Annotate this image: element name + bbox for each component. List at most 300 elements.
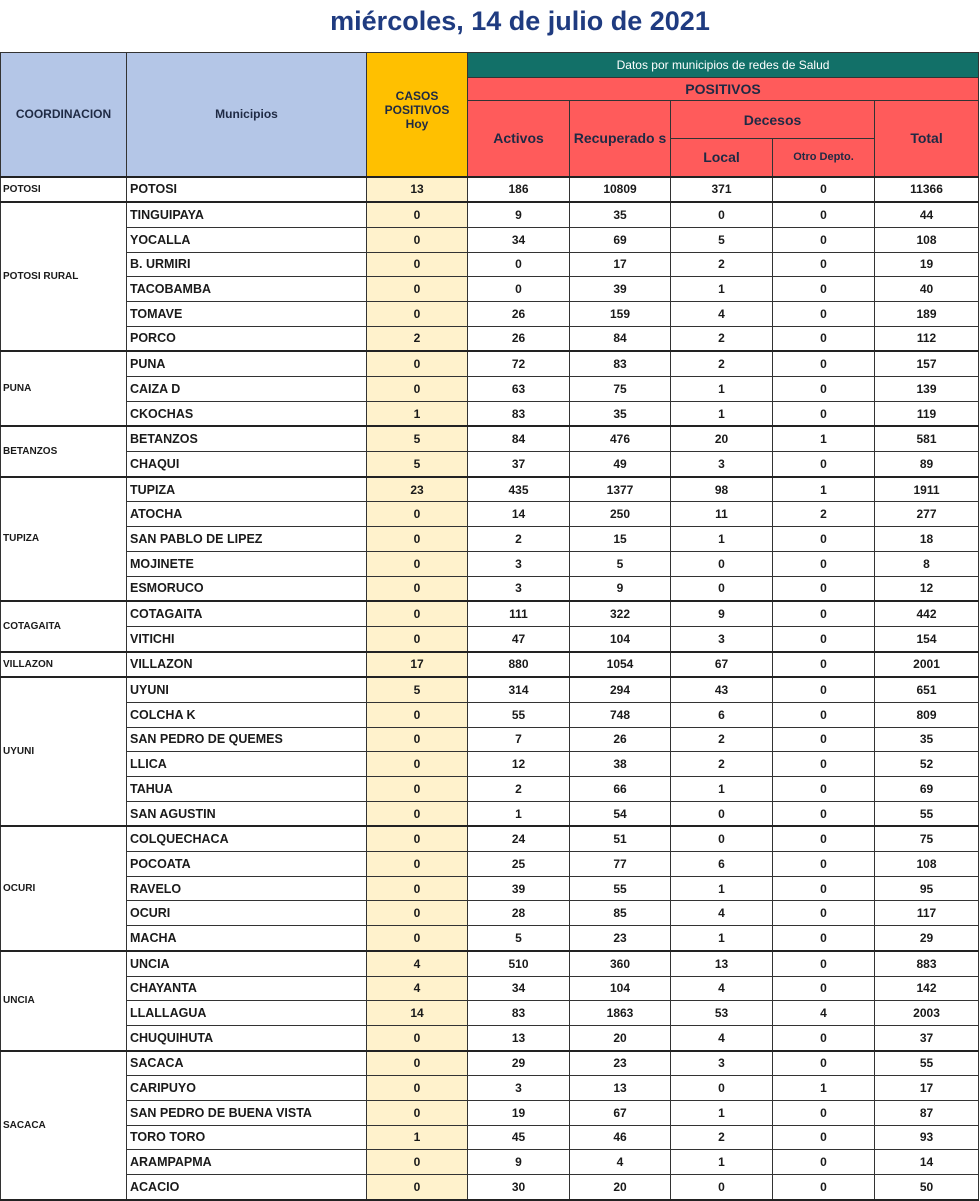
casos-hoy-cell: 23 xyxy=(367,477,468,502)
decesos-otro-cell: 0 xyxy=(773,801,875,826)
table-row xyxy=(1,277,979,302)
header-municipios: Municipios xyxy=(127,53,367,177)
municipio-cell: COLQUECHACA xyxy=(127,826,367,851)
activos-cell: 14 xyxy=(468,502,570,527)
activos-cell: 28 xyxy=(468,901,570,926)
total-cell: 117 xyxy=(875,901,979,926)
decesos-local-cell: 4 xyxy=(671,1025,773,1050)
municipio-cell: TINGUIPAYA xyxy=(127,202,367,227)
decesos-local-cell: 2 xyxy=(671,1125,773,1150)
total-cell: 154 xyxy=(875,626,979,651)
coordinacion-cell: VILLAZON xyxy=(1,652,127,678)
table-body xyxy=(1,177,979,1200)
casos-hoy-cell: 0 xyxy=(367,1150,468,1175)
table-row xyxy=(1,702,979,727)
total-cell: 12 xyxy=(875,576,979,601)
decesos-local-cell: 4 xyxy=(671,976,773,1001)
activos-cell: 26 xyxy=(468,326,570,351)
recuperados-cell: 39 xyxy=(570,277,671,302)
recuperados-cell: 66 xyxy=(570,777,671,802)
decesos-local-cell: 0 xyxy=(671,1076,773,1101)
recuperados-cell: 23 xyxy=(570,1051,671,1076)
municipio-cell: CHUQUIHUTA xyxy=(127,1025,367,1050)
total-cell: 44 xyxy=(875,202,979,227)
decesos-otro-cell: 0 xyxy=(773,527,875,552)
municipio-cell: TUPIZA xyxy=(127,477,367,502)
decesos-local-cell: 1 xyxy=(671,377,773,402)
casos-hoy-cell: 0 xyxy=(367,202,468,227)
activos-cell: 186 xyxy=(468,177,570,203)
municipio-cell: POCOATA xyxy=(127,852,367,877)
recuperados-cell: 85 xyxy=(570,901,671,926)
casos-hoy-cell: 17 xyxy=(367,652,468,678)
activos-cell: 880 xyxy=(468,652,570,678)
total-cell: 18 xyxy=(875,527,979,552)
casos-hoy-cell: 5 xyxy=(367,426,468,451)
table-row xyxy=(1,576,979,601)
casos-hoy-cell: 2 xyxy=(367,326,468,351)
recuperados-cell: 250 xyxy=(570,502,671,527)
casos-hoy-cell: 0 xyxy=(367,601,468,626)
casos-hoy-cell: 1 xyxy=(367,401,468,426)
header-recuperados: Recuperado s xyxy=(570,101,671,177)
decesos-local-cell: 4 xyxy=(671,901,773,926)
municipio-cell: RAVELO xyxy=(127,876,367,901)
total-cell: 809 xyxy=(875,702,979,727)
coordinacion-cell: PUNA xyxy=(1,351,127,426)
activos-cell: 63 xyxy=(468,377,570,402)
table-row xyxy=(1,826,979,851)
decesos-local-cell: 0 xyxy=(671,551,773,576)
decesos-otro-cell: 0 xyxy=(773,752,875,777)
casos-hoy-cell: 0 xyxy=(367,727,468,752)
decesos-otro-cell: 1 xyxy=(773,477,875,502)
decesos-otro-cell: 0 xyxy=(773,926,875,951)
municipio-cell: ESMORUCO xyxy=(127,576,367,601)
recuperados-cell: 104 xyxy=(570,976,671,1001)
municipio-cell: LLICA xyxy=(127,752,367,777)
municipio-cell: TOMAVE xyxy=(127,301,367,326)
total-cell: 189 xyxy=(875,301,979,326)
recuperados-cell: 10809 xyxy=(570,177,671,203)
cases-table xyxy=(0,52,979,1201)
municipio-cell: CHAQUI xyxy=(127,452,367,477)
table-row xyxy=(1,452,979,477)
table-row xyxy=(1,177,979,203)
activos-cell: 47 xyxy=(468,626,570,651)
recuperados-cell: 67 xyxy=(570,1100,671,1125)
casos-hoy-cell: 0 xyxy=(367,702,468,727)
municipio-cell: ARAMPAPMA xyxy=(127,1150,367,1175)
total-cell: 55 xyxy=(875,1051,979,1076)
casos-hoy-cell: 0 xyxy=(367,301,468,326)
activos-cell: 2 xyxy=(468,777,570,802)
activos-cell: 9 xyxy=(468,1150,570,1175)
municipio-cell: YOCALLA xyxy=(127,227,367,252)
recuperados-cell: 46 xyxy=(570,1125,671,1150)
municipio-cell: PUNA xyxy=(127,351,367,376)
municipio-cell: TAHUA xyxy=(127,777,367,802)
municipio-cell: POTOSI xyxy=(127,177,367,203)
total-cell: 11366 xyxy=(875,177,979,203)
municipio-cell: COLCHA K xyxy=(127,702,367,727)
total-cell: 8 xyxy=(875,551,979,576)
casos-hoy-cell: 1 xyxy=(367,1125,468,1150)
municipio-cell: VILLAZON xyxy=(127,652,367,678)
activos-cell: 26 xyxy=(468,301,570,326)
table-row xyxy=(1,502,979,527)
decesos-otro-cell: 0 xyxy=(773,727,875,752)
activos-cell: 435 xyxy=(468,477,570,502)
recuperados-cell: 38 xyxy=(570,752,671,777)
activos-cell: 30 xyxy=(468,1175,570,1200)
decesos-otro-cell: 0 xyxy=(773,976,875,1001)
decesos-local-cell: 6 xyxy=(671,852,773,877)
activos-cell: 0 xyxy=(468,252,570,277)
activos-cell: 24 xyxy=(468,826,570,851)
decesos-otro-cell: 0 xyxy=(773,177,875,203)
recuperados-cell: 49 xyxy=(570,452,671,477)
activos-cell: 510 xyxy=(468,951,570,976)
casos-hoy-cell: 4 xyxy=(367,976,468,1001)
decesos-local-cell: 98 xyxy=(671,477,773,502)
decesos-otro-cell: 0 xyxy=(773,601,875,626)
casos-hoy-cell: 0 xyxy=(367,1025,468,1050)
total-cell: 14 xyxy=(875,1150,979,1175)
decesos-local-cell: 1 xyxy=(671,1100,773,1125)
total-cell: 108 xyxy=(875,227,979,252)
casos-hoy-cell: 0 xyxy=(367,1100,468,1125)
decesos-otro-cell: 0 xyxy=(773,826,875,851)
decesos-local-cell: 6 xyxy=(671,702,773,727)
casos-hoy-cell: 5 xyxy=(367,452,468,477)
activos-cell: 55 xyxy=(468,702,570,727)
municipio-cell: UNCIA xyxy=(127,951,367,976)
recuperados-cell: 26 xyxy=(570,727,671,752)
total-cell: 277 xyxy=(875,502,979,527)
total-cell: 89 xyxy=(875,452,979,477)
total-cell: 87 xyxy=(875,1100,979,1125)
decesos-otro-cell: 2 xyxy=(773,502,875,527)
recuperados-cell: 84 xyxy=(570,326,671,351)
municipio-cell: VITICHI xyxy=(127,626,367,651)
table-row xyxy=(1,876,979,901)
municipio-cell: TACOBAMBA xyxy=(127,277,367,302)
coordinacion-cell: SACACA xyxy=(1,1051,127,1200)
coordinacion-cell: COTAGAITA xyxy=(1,601,127,651)
decesos-otro-cell: 0 xyxy=(773,1100,875,1125)
coordinacion-cell: UNCIA xyxy=(1,951,127,1051)
casos-hoy-cell: 13 xyxy=(367,177,468,203)
decesos-otro-cell: 0 xyxy=(773,1125,875,1150)
coordinacion-cell: UYUNI xyxy=(1,677,127,826)
table-row xyxy=(1,677,979,702)
municipio-cell: TORO TORO xyxy=(127,1125,367,1150)
decesos-local-cell: 5 xyxy=(671,227,773,252)
recuperados-cell: 13 xyxy=(570,1076,671,1101)
header-coordinacion: COORDINACION xyxy=(1,53,127,177)
total-cell: 40 xyxy=(875,277,979,302)
decesos-local-cell: 53 xyxy=(671,1001,773,1026)
total-cell: 95 xyxy=(875,876,979,901)
decesos-otro-cell: 0 xyxy=(773,1025,875,1050)
table-row xyxy=(1,227,979,252)
total-cell: 883 xyxy=(875,951,979,976)
decesos-otro-cell: 0 xyxy=(773,1051,875,1076)
casos-hoy-cell: 0 xyxy=(367,1051,468,1076)
decesos-otro-cell: 0 xyxy=(773,901,875,926)
table-row xyxy=(1,1175,979,1200)
table-row xyxy=(1,1001,979,1026)
table-row xyxy=(1,301,979,326)
decesos-local-cell: 0 xyxy=(671,576,773,601)
header-datos: Datos por municipios de redes de Salud xyxy=(468,53,979,78)
coordinacion-cell: TUPIZA xyxy=(1,477,127,601)
recuperados-cell: 20 xyxy=(570,1175,671,1200)
header-casos-line1: CASOS xyxy=(395,89,439,103)
decesos-otro-cell: 0 xyxy=(773,277,875,302)
activos-cell: 45 xyxy=(468,1125,570,1150)
table-header xyxy=(1,53,979,177)
municipio-cell: SAN PABLO DE LIPEZ xyxy=(127,527,367,552)
decesos-otro-cell: 0 xyxy=(773,777,875,802)
decesos-otro-cell: 0 xyxy=(773,252,875,277)
table-row xyxy=(1,527,979,552)
activos-cell: 3 xyxy=(468,1076,570,1101)
coordinacion-cell: BETANZOS xyxy=(1,426,127,476)
table-row xyxy=(1,351,979,376)
casos-hoy-cell: 0 xyxy=(367,752,468,777)
casos-hoy-cell: 0 xyxy=(367,351,468,376)
total-cell: 142 xyxy=(875,976,979,1001)
recuperados-cell: 15 xyxy=(570,527,671,552)
table-row xyxy=(1,777,979,802)
casos-hoy-cell: 0 xyxy=(367,876,468,901)
total-cell: 1911 xyxy=(875,477,979,502)
decesos-otro-cell: 0 xyxy=(773,351,875,376)
recuperados-cell: 54 xyxy=(570,801,671,826)
decesos-otro-cell: 0 xyxy=(773,1175,875,1200)
municipio-cell: CHAYANTA xyxy=(127,976,367,1001)
table-row xyxy=(1,551,979,576)
activos-cell: 39 xyxy=(468,876,570,901)
decesos-local-cell: 2 xyxy=(671,351,773,376)
decesos-local-cell: 3 xyxy=(671,1051,773,1076)
total-cell: 29 xyxy=(875,926,979,951)
decesos-local-cell: 2 xyxy=(671,727,773,752)
casos-hoy-cell: 0 xyxy=(367,801,468,826)
coordinacion-cell: POTOSI RURAL xyxy=(1,202,127,351)
decesos-local-cell: 67 xyxy=(671,652,773,678)
decesos-local-cell: 2 xyxy=(671,752,773,777)
total-cell: 442 xyxy=(875,601,979,626)
table-row xyxy=(1,326,979,351)
casos-hoy-cell: 5 xyxy=(367,677,468,702)
header-casos-line2: POSITIVOS xyxy=(384,103,450,117)
recuperados-cell: 476 xyxy=(570,426,671,451)
recuperados-cell: 77 xyxy=(570,852,671,877)
municipio-cell: MACHA xyxy=(127,926,367,951)
table-row xyxy=(1,426,979,451)
activos-cell: 34 xyxy=(468,976,570,1001)
municipio-cell: CAIZA D xyxy=(127,377,367,402)
total-cell: 139 xyxy=(875,377,979,402)
municipio-cell: OCURI xyxy=(127,901,367,926)
municipio-cell: SAN PEDRO DE QUEMES xyxy=(127,727,367,752)
decesos-local-cell: 3 xyxy=(671,452,773,477)
activos-cell: 25 xyxy=(468,852,570,877)
activos-cell: 3 xyxy=(468,576,570,601)
activos-cell: 83 xyxy=(468,1001,570,1026)
municipio-cell: COTAGAITA xyxy=(127,601,367,626)
recuperados-cell: 35 xyxy=(570,202,671,227)
municipio-cell: PORCO xyxy=(127,326,367,351)
total-cell: 651 xyxy=(875,677,979,702)
table-row xyxy=(1,727,979,752)
header-total: Total xyxy=(875,101,979,177)
municipio-cell: SAN PEDRO DE BUENA VISTA xyxy=(127,1100,367,1125)
activos-cell: 13 xyxy=(468,1025,570,1050)
municipio-cell: MOJINETE xyxy=(127,551,367,576)
decesos-local-cell: 1 xyxy=(671,277,773,302)
decesos-local-cell: 0 xyxy=(671,1175,773,1200)
decesos-local-cell: 9 xyxy=(671,601,773,626)
decesos-otro-cell: 4 xyxy=(773,1001,875,1026)
decesos-local-cell: 0 xyxy=(671,826,773,851)
recuperados-cell: 1863 xyxy=(570,1001,671,1026)
activos-cell: 7 xyxy=(468,727,570,752)
header-positivos: POSITIVOS xyxy=(468,78,979,101)
municipio-cell: UYUNI xyxy=(127,677,367,702)
casos-hoy-cell: 0 xyxy=(367,502,468,527)
casos-hoy-cell: 0 xyxy=(367,1175,468,1200)
activos-cell: 314 xyxy=(468,677,570,702)
decesos-local-cell: 1 xyxy=(671,1150,773,1175)
recuperados-cell: 9 xyxy=(570,576,671,601)
decesos-local-cell: 20 xyxy=(671,426,773,451)
table-row xyxy=(1,976,979,1001)
decesos-local-cell: 13 xyxy=(671,951,773,976)
total-cell: 2003 xyxy=(875,1001,979,1026)
activos-cell: 5 xyxy=(468,926,570,951)
total-cell: 157 xyxy=(875,351,979,376)
table-row xyxy=(1,852,979,877)
casos-hoy-cell: 14 xyxy=(367,1001,468,1026)
total-cell: 93 xyxy=(875,1125,979,1150)
activos-cell: 84 xyxy=(468,426,570,451)
header-casos-line3: Hoy xyxy=(405,117,429,131)
decesos-otro-cell: 0 xyxy=(773,626,875,651)
decesos-otro-cell: 0 xyxy=(773,876,875,901)
table-row xyxy=(1,1025,979,1050)
recuperados-cell: 83 xyxy=(570,351,671,376)
casos-hoy-cell: 0 xyxy=(367,926,468,951)
decesos-local-cell: 1 xyxy=(671,401,773,426)
casos-hoy-cell: 0 xyxy=(367,777,468,802)
recuperados-cell: 20 xyxy=(570,1025,671,1050)
table-row xyxy=(1,652,979,678)
decesos-otro-cell: 0 xyxy=(773,951,875,976)
total-cell: 119 xyxy=(875,401,979,426)
activos-cell: 12 xyxy=(468,752,570,777)
table-row xyxy=(1,1076,979,1101)
decesos-otro-cell: 0 xyxy=(773,202,875,227)
table-row xyxy=(1,901,979,926)
table-row xyxy=(1,202,979,227)
recuperados-cell: 322 xyxy=(570,601,671,626)
recuperados-cell: 159 xyxy=(570,301,671,326)
casos-hoy-cell: 4 xyxy=(367,951,468,976)
table-row xyxy=(1,951,979,976)
total-cell: 50 xyxy=(875,1175,979,1200)
header-otro-depto: Otro Depto. xyxy=(773,139,875,177)
decesos-otro-cell: 0 xyxy=(773,377,875,402)
header-local: Local xyxy=(671,139,773,177)
decesos-otro-cell: 0 xyxy=(773,1150,875,1175)
casos-hoy-cell: 0 xyxy=(367,852,468,877)
recuperados-cell: 55 xyxy=(570,876,671,901)
recuperados-cell: 360 xyxy=(570,951,671,976)
municipio-cell: B. URMIRI xyxy=(127,252,367,277)
decesos-otro-cell: 0 xyxy=(773,852,875,877)
decesos-otro-cell: 0 xyxy=(773,702,875,727)
table-row xyxy=(1,626,979,651)
decesos-local-cell: 371 xyxy=(671,177,773,203)
municipio-cell: CARIPUYO xyxy=(127,1076,367,1101)
activos-cell: 72 xyxy=(468,351,570,376)
recuperados-cell: 1377 xyxy=(570,477,671,502)
casos-hoy-cell: 0 xyxy=(367,277,468,302)
decesos-local-cell: 0 xyxy=(671,202,773,227)
activos-cell: 83 xyxy=(468,401,570,426)
activos-cell: 37 xyxy=(468,452,570,477)
table-row xyxy=(1,601,979,626)
decesos-otro-cell: 0 xyxy=(773,652,875,678)
decesos-local-cell: 1 xyxy=(671,876,773,901)
coordinacion-cell: OCURI xyxy=(1,826,127,950)
page-title: miércoles, 14 de julio de 2021 xyxy=(330,6,710,36)
total-cell: 69 xyxy=(875,777,979,802)
activos-cell: 3 xyxy=(468,551,570,576)
casos-hoy-cell: 0 xyxy=(367,377,468,402)
header-decesos: Decesos xyxy=(671,101,875,139)
casos-hoy-cell: 0 xyxy=(367,576,468,601)
recuperados-cell: 1054 xyxy=(570,652,671,678)
recuperados-cell: 104 xyxy=(570,626,671,651)
decesos-otro-cell: 0 xyxy=(773,452,875,477)
decesos-otro-cell: 0 xyxy=(773,326,875,351)
municipio-cell: BETANZOS xyxy=(127,426,367,451)
casos-hoy-cell: 0 xyxy=(367,826,468,851)
decesos-local-cell: 1 xyxy=(671,926,773,951)
municipio-cell: LLALLAGUA xyxy=(127,1001,367,1026)
table-row xyxy=(1,401,979,426)
recuperados-cell: 69 xyxy=(570,227,671,252)
table-row xyxy=(1,377,979,402)
recuperados-cell: 294 xyxy=(570,677,671,702)
municipio-cell: CKOCHAS xyxy=(127,401,367,426)
decesos-otro-cell: 0 xyxy=(773,677,875,702)
table-row xyxy=(1,1100,979,1125)
total-cell: 112 xyxy=(875,326,979,351)
recuperados-cell: 4 xyxy=(570,1150,671,1175)
total-cell: 2001 xyxy=(875,652,979,678)
decesos-otro-cell: 1 xyxy=(773,1076,875,1101)
total-cell: 75 xyxy=(875,826,979,851)
recuperados-cell: 75 xyxy=(570,377,671,402)
total-cell: 581 xyxy=(875,426,979,451)
decesos-otro-cell: 0 xyxy=(773,576,875,601)
